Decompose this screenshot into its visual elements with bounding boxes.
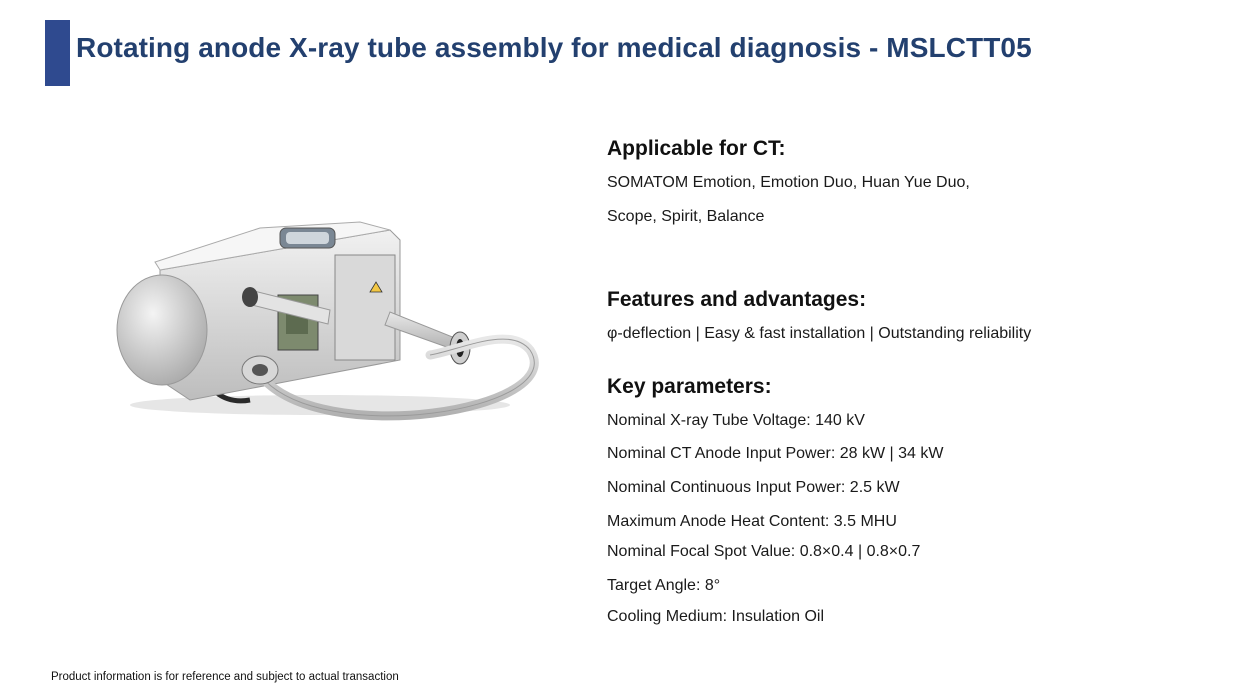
applicable-heading: Applicable for CT: bbox=[607, 137, 786, 160]
xray-tube-product-image bbox=[100, 200, 560, 430]
applicable-line: Scope, Spirit, Balance bbox=[607, 208, 765, 225]
applicable-line: SOMATOM Emotion, Emotion Duo, Huan Yue Duo, bbox=[607, 174, 970, 191]
title-accent-bar bbox=[45, 20, 70, 86]
parameter-item: Nominal Focal Spot Value: 0.8×0.4 | 0.8×0.7 bbox=[607, 543, 921, 560]
parameter-item: Maximum Anode Heat Content: 3.5 MHU bbox=[607, 513, 897, 530]
parameter-item: Cooling Medium: Insulation Oil bbox=[607, 608, 824, 625]
parameter-item: Target Angle: 8° bbox=[607, 577, 721, 594]
parameters-heading: Key parameters: bbox=[607, 375, 772, 398]
page-title: Rotating anode X-ray tube assembly for medical diagnosis - MSLCTT05 bbox=[76, 32, 1032, 63]
parameter-item: Nominal X-ray Tube Voltage: 140 kV bbox=[607, 412, 865, 429]
parameter-item: Nominal Continuous Input Power: 2.5 kW bbox=[607, 479, 900, 496]
parameter-item: Nominal CT Anode Input Power: 28 kW | 34 kW bbox=[607, 445, 944, 462]
disclaimer-footer: Product information is for reference and subject to actual transaction bbox=[51, 671, 399, 683]
features-text: φ-deflection | Easy & fast installation | Outstanding reliability bbox=[607, 325, 1032, 342]
features-heading: Features and advantages: bbox=[607, 288, 867, 311]
